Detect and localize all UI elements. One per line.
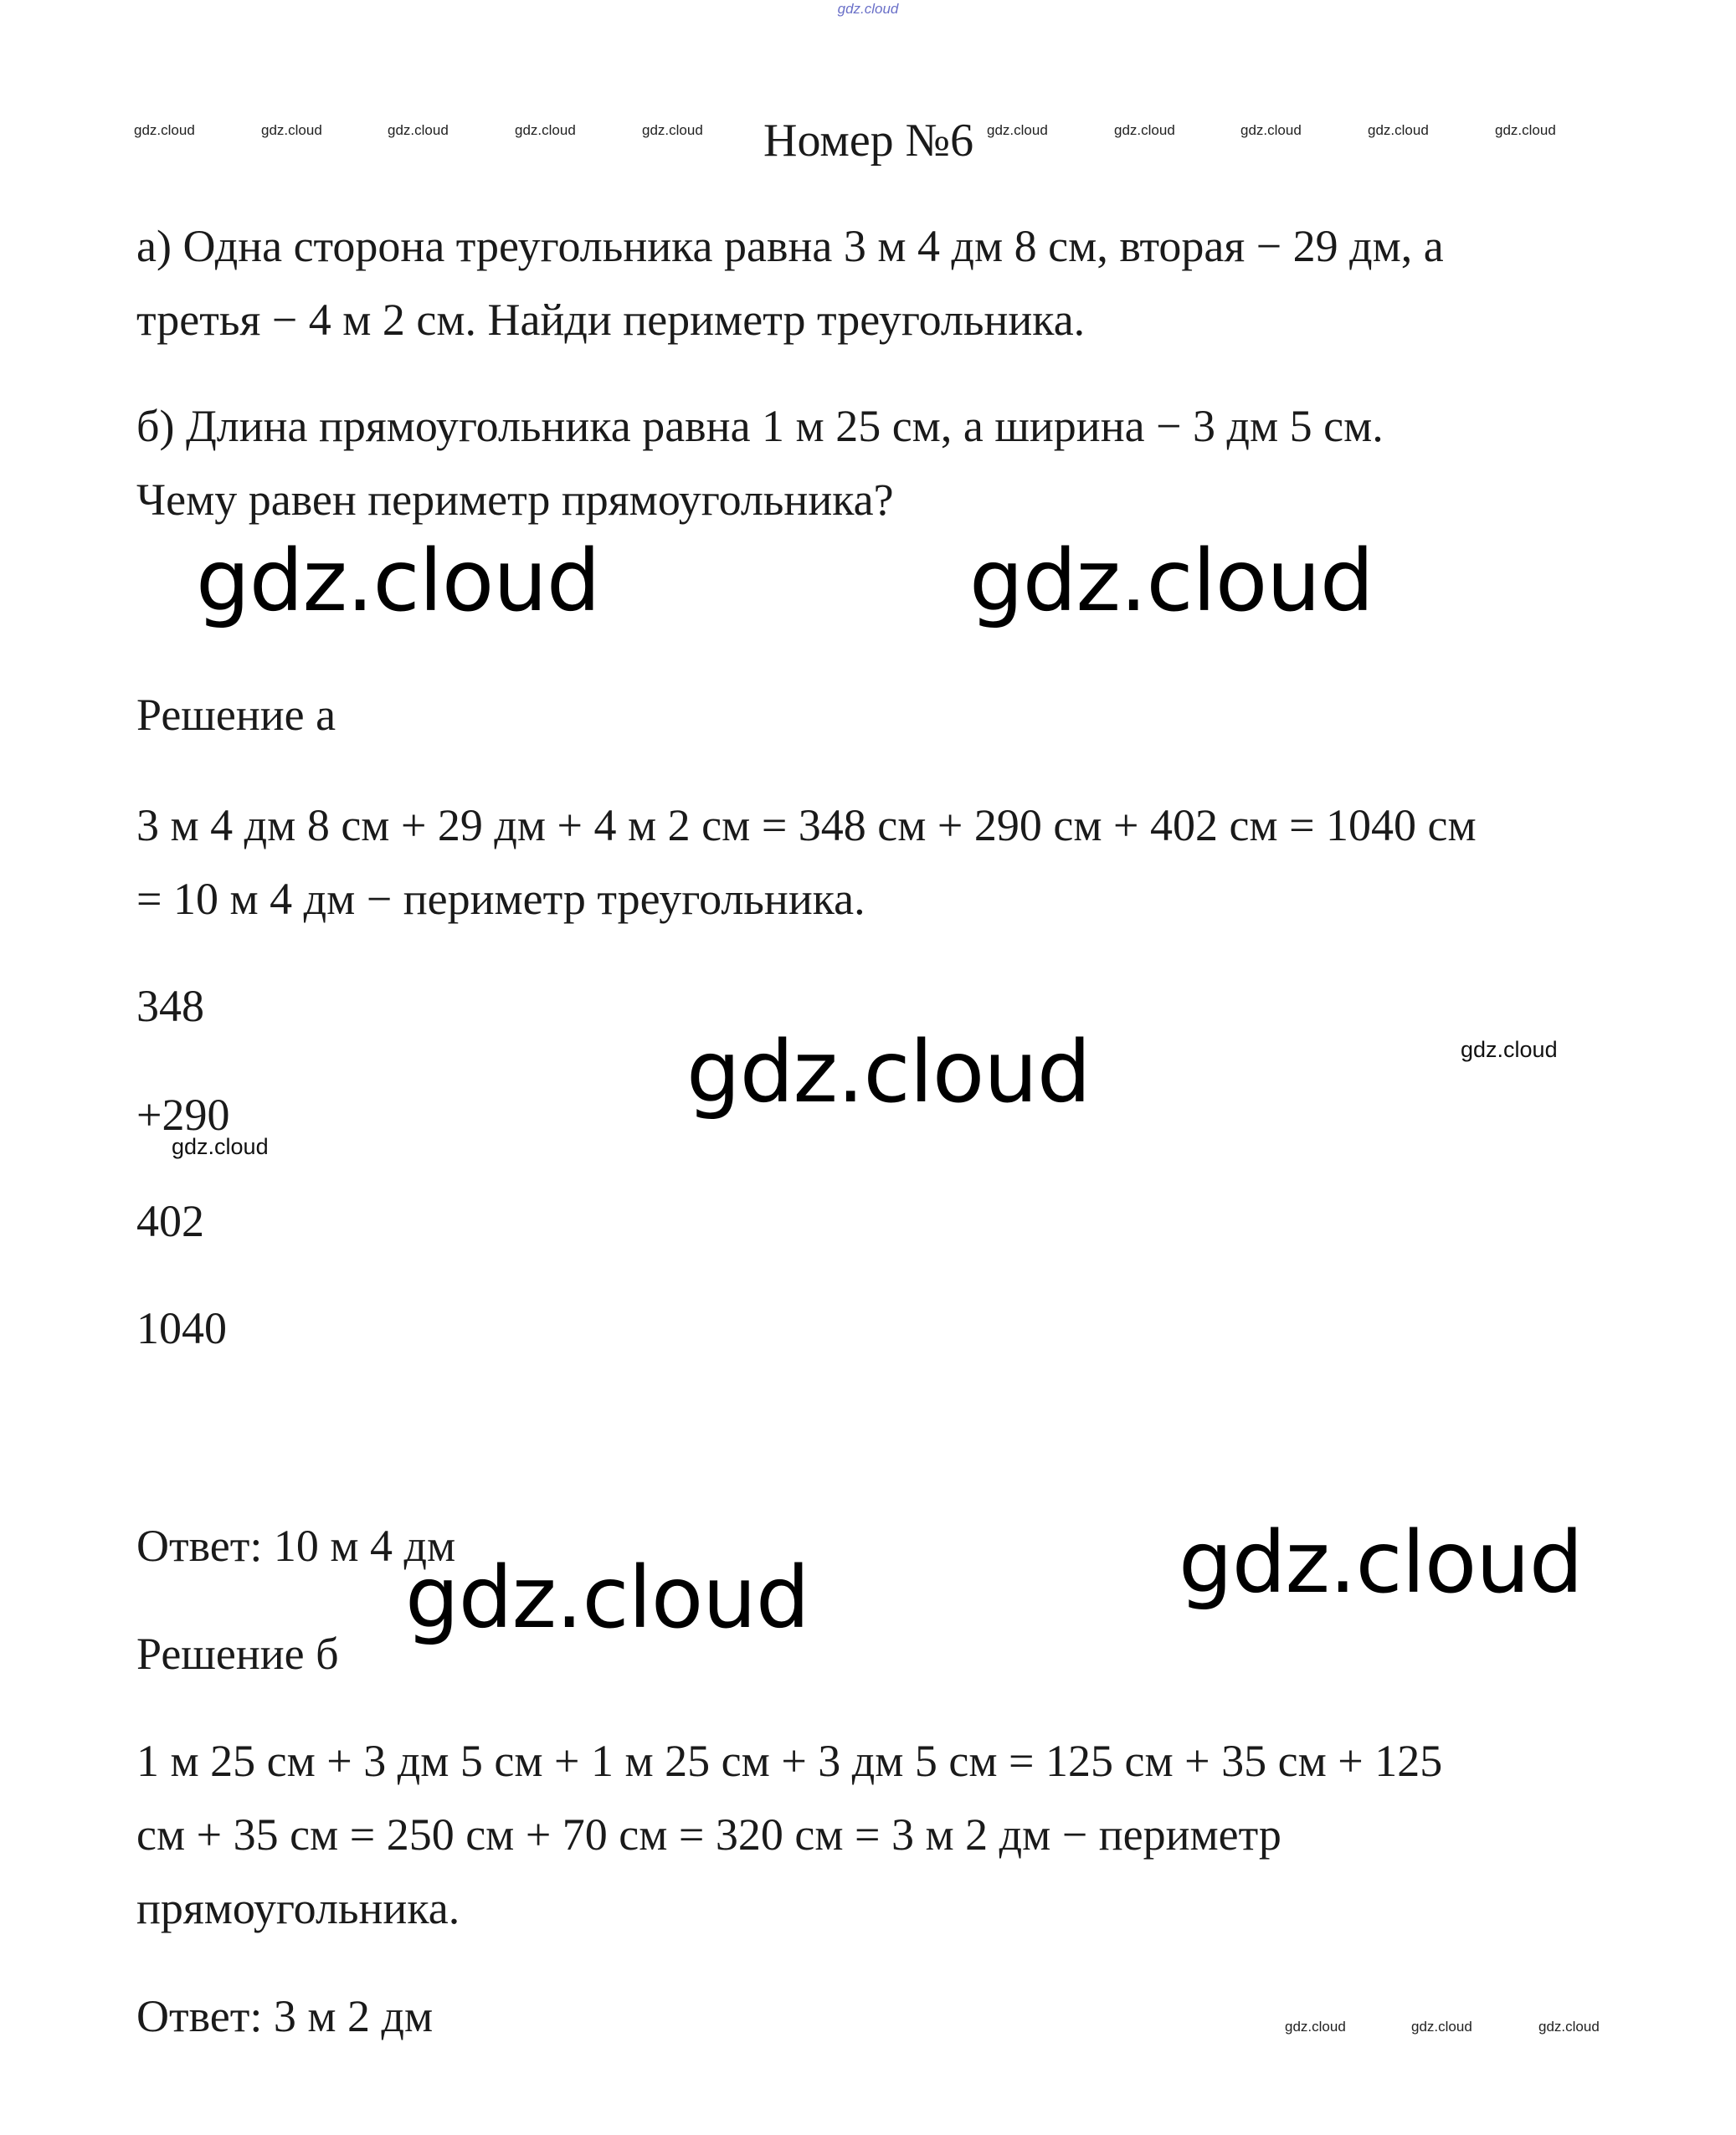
watermark-large: gdz.cloud: [686, 1023, 1091, 1122]
solution-a-line: = 10 м 4 дм − периметр треугольника.: [136, 874, 865, 924]
watermark-small: gdz.cloud: [1538, 2019, 1600, 2035]
solution-b-line: 1 м 25 см + 3 дм 5 см + 1 м 25 см + 3 дм 5 см = 125 см + 35 см + 125: [136, 1736, 1443, 1786]
watermark-medium: gdz.cloud: [1461, 1037, 1558, 1062]
watermark-large: gdz.cloud: [196, 531, 600, 631]
watermark-small: gdz.cloud: [515, 122, 576, 138]
solution-b-expression: [136, 1724, 1610, 1945]
watermark-small: gdz.cloud: [1368, 122, 1429, 138]
answer-b: Ответ: 3 м 2 дм: [136, 1991, 434, 2041]
watermark-large: gdz.cloud: [1179, 1513, 1583, 1613]
column-addend-1: 348: [136, 981, 204, 1031]
task-a-line: а) Одна сторона треугольника равна 3 м 4 дм 8 см, вторая − 29 дм, а: [136, 221, 1444, 271]
task-a-line: третья − 4 м 2 см. Найди периметр треугольника.: [136, 295, 1086, 345]
page-title: Номер №6: [763, 115, 974, 167]
watermark-small: gdz.cloud: [1285, 2019, 1346, 2035]
solution-a-line: 3 м 4 дм 8 см + 29 дм + 4 м 2 см = 348 см + 290 см + 402 см = 1040 см: [136, 800, 1477, 850]
watermark-small: gdz.cloud: [1114, 122, 1175, 138]
solution-a-expression: [136, 788, 1610, 936]
watermark-large: gdz.cloud: [405, 1548, 809, 1648]
watermark-small: gdz.cloud: [388, 122, 449, 138]
column-addend-3: 402: [136, 1196, 204, 1246]
watermark-medium: gdz.cloud: [172, 1134, 269, 1159]
watermark-large: gdz.cloud: [969, 531, 1374, 631]
watermark-small: gdz.cloud: [987, 122, 1048, 138]
task-b-line: Чему равен периметр прямоугольника?: [136, 475, 894, 525]
solution-b-heading: Решение б: [136, 1629, 339, 1679]
watermark-small: gdz.cloud: [1240, 122, 1302, 138]
solution-b-line: см + 35 см = 250 см + 70 см = 320 см = 3 м 2 дм − периметр: [136, 1809, 1281, 1860]
column-addend-2: +290: [136, 1090, 230, 1140]
watermark-small: gdz.cloud: [261, 122, 322, 138]
answer-a: Ответ: 10 м 4 дм: [136, 1521, 456, 1571]
watermark-small: gdz.cloud: [642, 122, 703, 138]
top-watermark: gdz.cloud: [837, 1, 899, 17]
task-b-line: б) Длина прямоугольника равна 1 м 25 см, а ширина − 3 дм 5 см.: [136, 401, 1384, 451]
task-b: [136, 389, 1610, 536]
watermark-small: gdz.cloud: [1411, 2019, 1472, 2035]
watermark-small: gdz.cloud: [134, 122, 195, 138]
task-a: [136, 209, 1610, 357]
solution-a-heading: Решение а: [136, 690, 336, 740]
solution-b-line: прямоугольника.: [136, 1883, 460, 1933]
column-sum: 1040: [136, 1303, 227, 1353]
watermark-small: gdz.cloud: [1495, 122, 1556, 138]
